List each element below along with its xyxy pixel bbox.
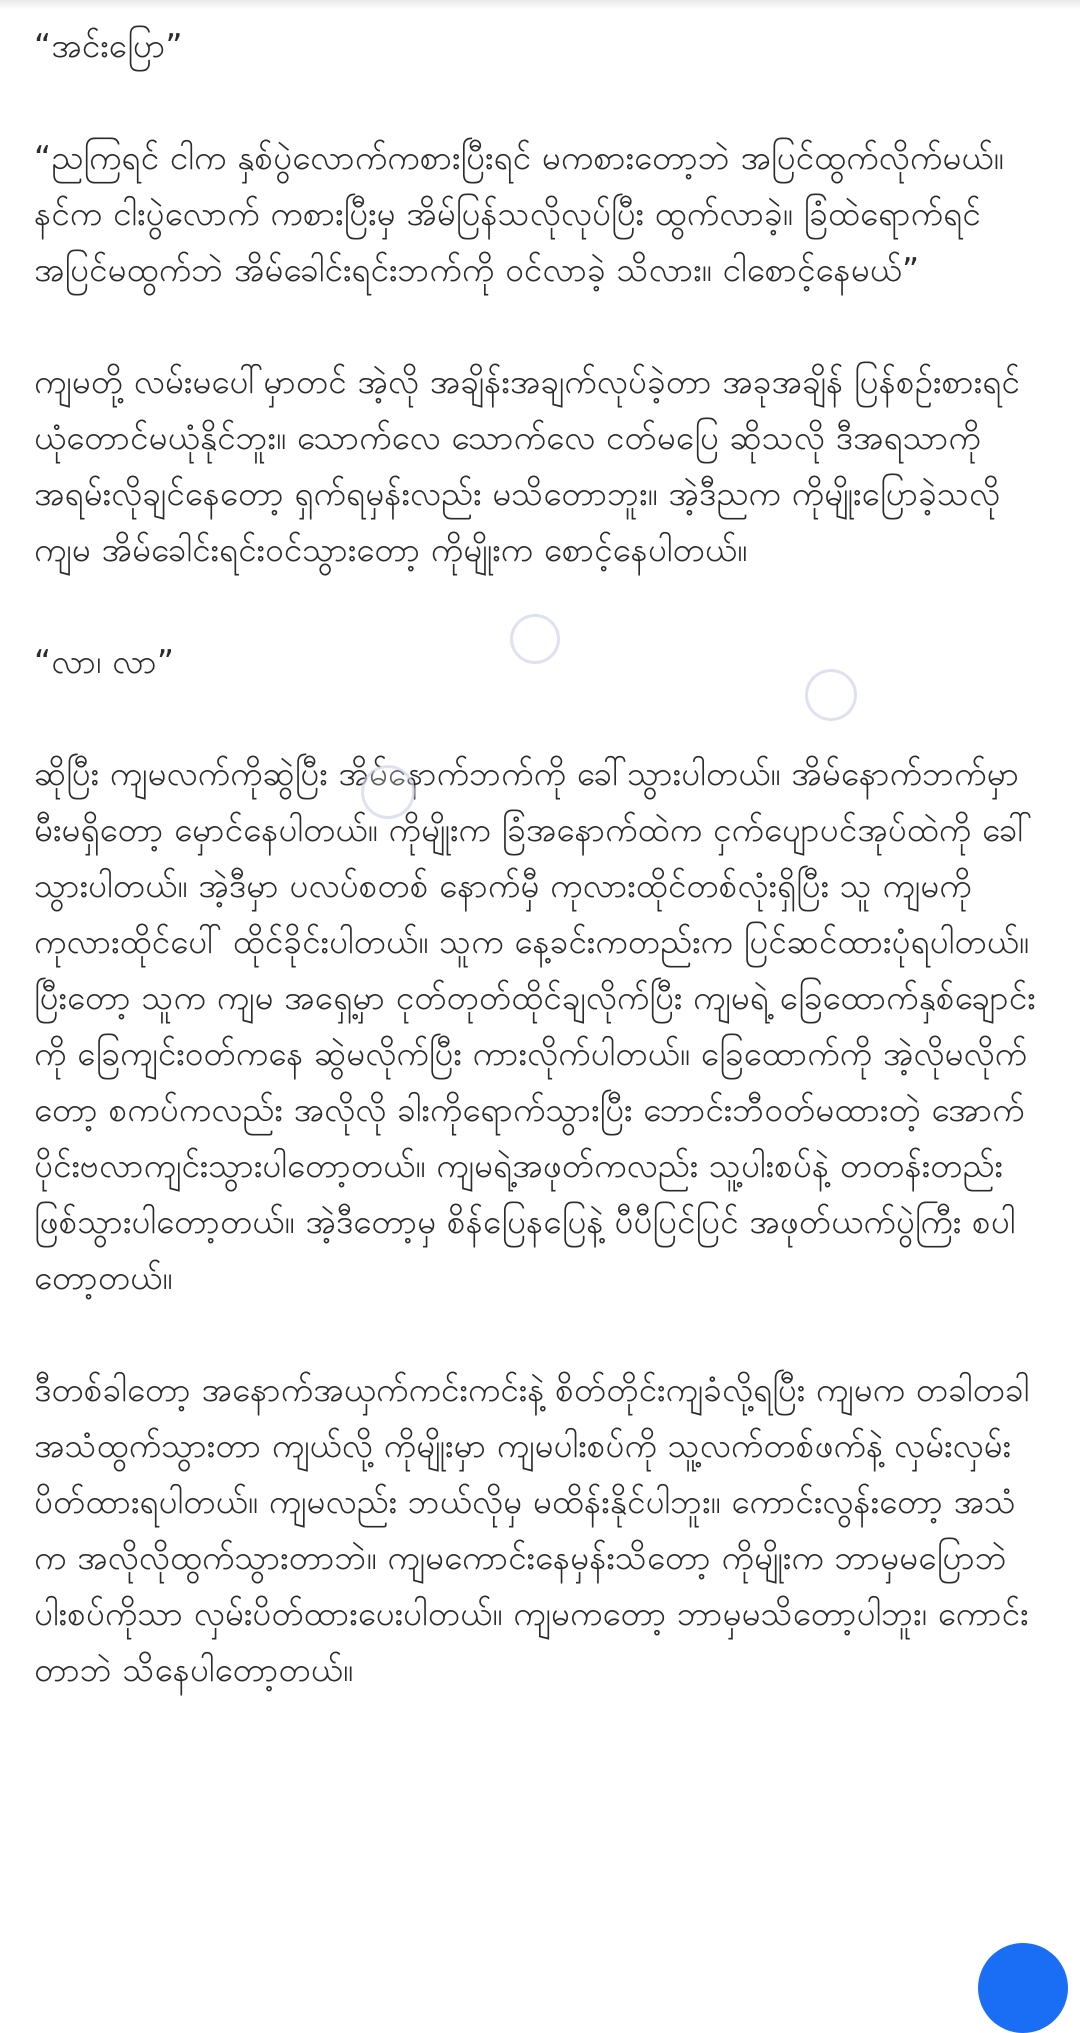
article-body [34, 18, 1046, 1698]
paragraph-narration-2: ဆိုပြီး ကျမလက်ကိုဆွဲပြီး အိမ်နောက်ဘက်ကို ခေါ်သွားပါတယ်။ အိမ်နောက်ဘက်မှာ မီးမရှိတော့ မှောင်နေပါတယ်။ ကိုမျိုးက ခြံအနောက်ထဲက ငှက်ပျောပင်အုပ်ထဲကို ခေါ်သွားပါတယ်။ အဲ့ဒီမှာ ပလပ်စတစ် နောက်မှီ ကုလားထိုင်တစ်လုံးရှိပြီး သူ ကျမကို ကုလားထိုင်ပေါ် ထိုင်ခိုင်းပါတယ်။ သူက နေ့ခင်းကတည်းက ပြင်ဆင်ထားပုံရပါတယ်။ ပြီးတော့ သူက ကျမ အရှေ့မှာ ငုတ်တုတ်ထိုင်ချလိုက်ပြီး ကျမရဲ့ ခြေထောက်နှစ်ချောင်းကို ခြေကျင်းဝတ်ကနေ ဆွဲမလိုက်ပြီး ကားလိုက်ပါတယ်။ ခြေထောက်ကို အဲ့လိုမလိုက်တော့ စကပ်ကလည်း အလိုလို ခါးကိုရောက်သွားပြီး ဘောင်းဘီဝတ်မထားတဲ့ အောက်ပိုင်းဗလာကျင်းသွားပါတော့တယ်။ ကျမရဲ့အဖုတ်ကလည်း သူ့ပါးစပ်နဲ့ တတန်းတည်း ဖြစ်သွားပါတော့တယ်။ အဲ့ဒီတော့မှ စိန်ပြေနပြေနဲ့ ပီပီပြင်ပြင် အဖုတ်ယက်ပွဲကြီး စပါတော့တယ်။ [34, 754, 1036, 1297]
floating-action-button[interactable] [978, 1943, 1068, 2033]
paragraph-gap [34, 1306, 1046, 1362]
paragraph-gap [34, 298, 1046, 354]
paragraph-gap [34, 74, 1046, 130]
decorative-ring [805, 669, 857, 721]
paragraph-narration-1: ကျမတို့ လမ်းမပေါ်မှာတင် အဲ့လို အချိန်းအချက်လုပ်ခဲ့တာ အခုအချိန် ပြန်စဉ်းစားရင် ယုံတောင်မယုံနိုင်ဘူး။ သောက်လေ သောက်လေ ငတ်မပြေ ဆိုသလို ဒီအရသာကို အရမ်းလိုချင်နေတော့ ရှက်ရမှန်းလည်း မသိတောဘူး။ အဲ့ဒီညက ကိုမျိုးပြောခဲ့သလို ကျမ အိမ်ခေါင်းရင်းဝင်သွားတော့ ကိုမျိုးက စောင့်နေပါတယ်။ [34, 362, 1020, 569]
paragraph-dialogue-3: “လာ၊ လာ” [34, 642, 175, 681]
decorative-ring [510, 614, 560, 664]
top-shadow [0, 0, 1080, 10]
decorative-ring [361, 765, 415, 819]
paragraph-dialogue-1: “အင်းပြော” [34, 26, 183, 65]
paragraph-dialogue-2: “ညကြရင် ငါက နှစ်ပွဲလောက်ကစားပြီးရင် မကစားတော့ဘဲ အပြင်ထွက်လိုက်မယ်။ နင်က ငါးပွဲလောက် ကစားပြီးမှ အိမ်ပြန်သလိုလုပ်ပြီး ထွက်လာခဲ့။ ခြံထဲရောက်ရင် အပြင်မထွက်ဘဲ အိမ်ခေါင်းရင်းဘက်ကို ဝင်လာခဲ့ သိလား။ ငါစောင့်နေမယ်” [34, 138, 1004, 289]
paragraph-narration-3: ဒီတစ်ခါတော့ အနောက်အယှက်ကင်းကင်းနဲ့ စိတ်တိုင်းကျခံလို့ရပြီး ကျမက တခါတခါ အသံထွက်သွားတာ ကျယ်လို့ ကိုမျိုးမှာ ကျမပါးစပ်ကို သူ့လက်တစ်ဖက်နဲ့ လှမ်းလှမ်းပိတ်ထားရပါတယ်။ ကျမလည်း ဘယ်လိုမှ မထိန်းနိုင်ပါဘူး။ ကောင်းလွန်းတော့ အသံက အလိုလိုထွက်သွားတာဘဲ။ ကျမကောင်းနေမှန်းသိတော့ ကိုမျိုးက ဘာမှမပြောဘဲ ပါးစပ်ကိုသာ လှမ်းပိတ်ထားပေးပါတယ်။ ကျမကတော့ ဘာမှမသိတော့ပါဘူး၊ ကောင်းတာဘဲ သိနေပါတော့တယ်။ [34, 1370, 1030, 1689]
paragraph-gap [34, 690, 1046, 746]
